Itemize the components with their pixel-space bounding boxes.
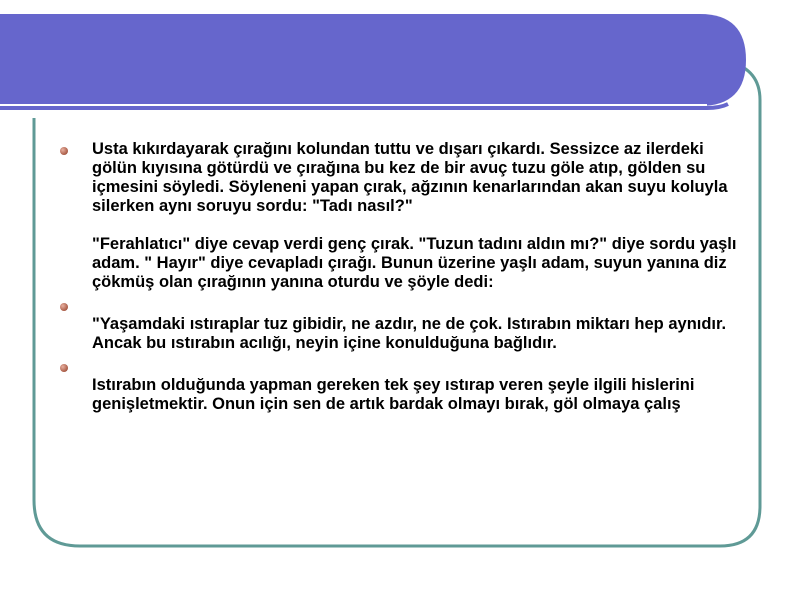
bullet-icon — [60, 147, 68, 155]
bullet-2-paragraph-1: "Yaşamdaki ıstıraplar tuz gibidir, ne azdır, ne de çok. Istırabın miktarı hep aynıdır. Ancak bu ıstırabın acılığı, neyin içine konulduğuna bağlıdır. — [92, 315, 727, 352]
bullet-1-paragraph-1: Usta kıkırdayarak çırağını kolundan tuttu ve dışarı çıkardı. Sessizce az ilerdeki gölün kıyısına götürdü ve çırağına bu kez de bir avuç tuzu göle atıp, gölden su içmesini söyledi. Söyleneni yapan çırak, ağzının kenarlarından akan suyu koluyla silerken aynı soruyu sordu: "Tadı nasıl?" — [92, 140, 728, 215]
bullet-item-3 — [60, 357, 750, 414]
bullet-item-1 — [60, 140, 750, 292]
bullet-1-paragraph-2: "Ferahlatıcı" diye cevap verdi genç çırak. "Tuzun tadını aldın mı?" diye sordu yaşlı adam. " Hayır" diye cevapladı çırağı. Bunun üzerine yaşlı adam, suyun yanına diz çökmüş olan çırağının yanına oturdu ve şöyle dedi: — [92, 235, 737, 291]
paragraph-gap — [92, 296, 750, 315]
bullet-icon — [60, 364, 68, 372]
bullet-icon — [60, 303, 68, 311]
paragraph-gap — [92, 216, 750, 235]
bullet-item-2 — [60, 296, 750, 353]
paragraph-gap — [92, 357, 750, 376]
slide-body — [60, 140, 750, 414]
bullet-3-paragraph-1: Istırabın olduğunda yapman gereken tek şey ıstırap veren şeyle ilgili hislerini genişletmektir. Onun için sen de artık bardak olmayı bırak, göl olmaya çalış — [92, 376, 695, 413]
header-band — [0, 14, 746, 106]
